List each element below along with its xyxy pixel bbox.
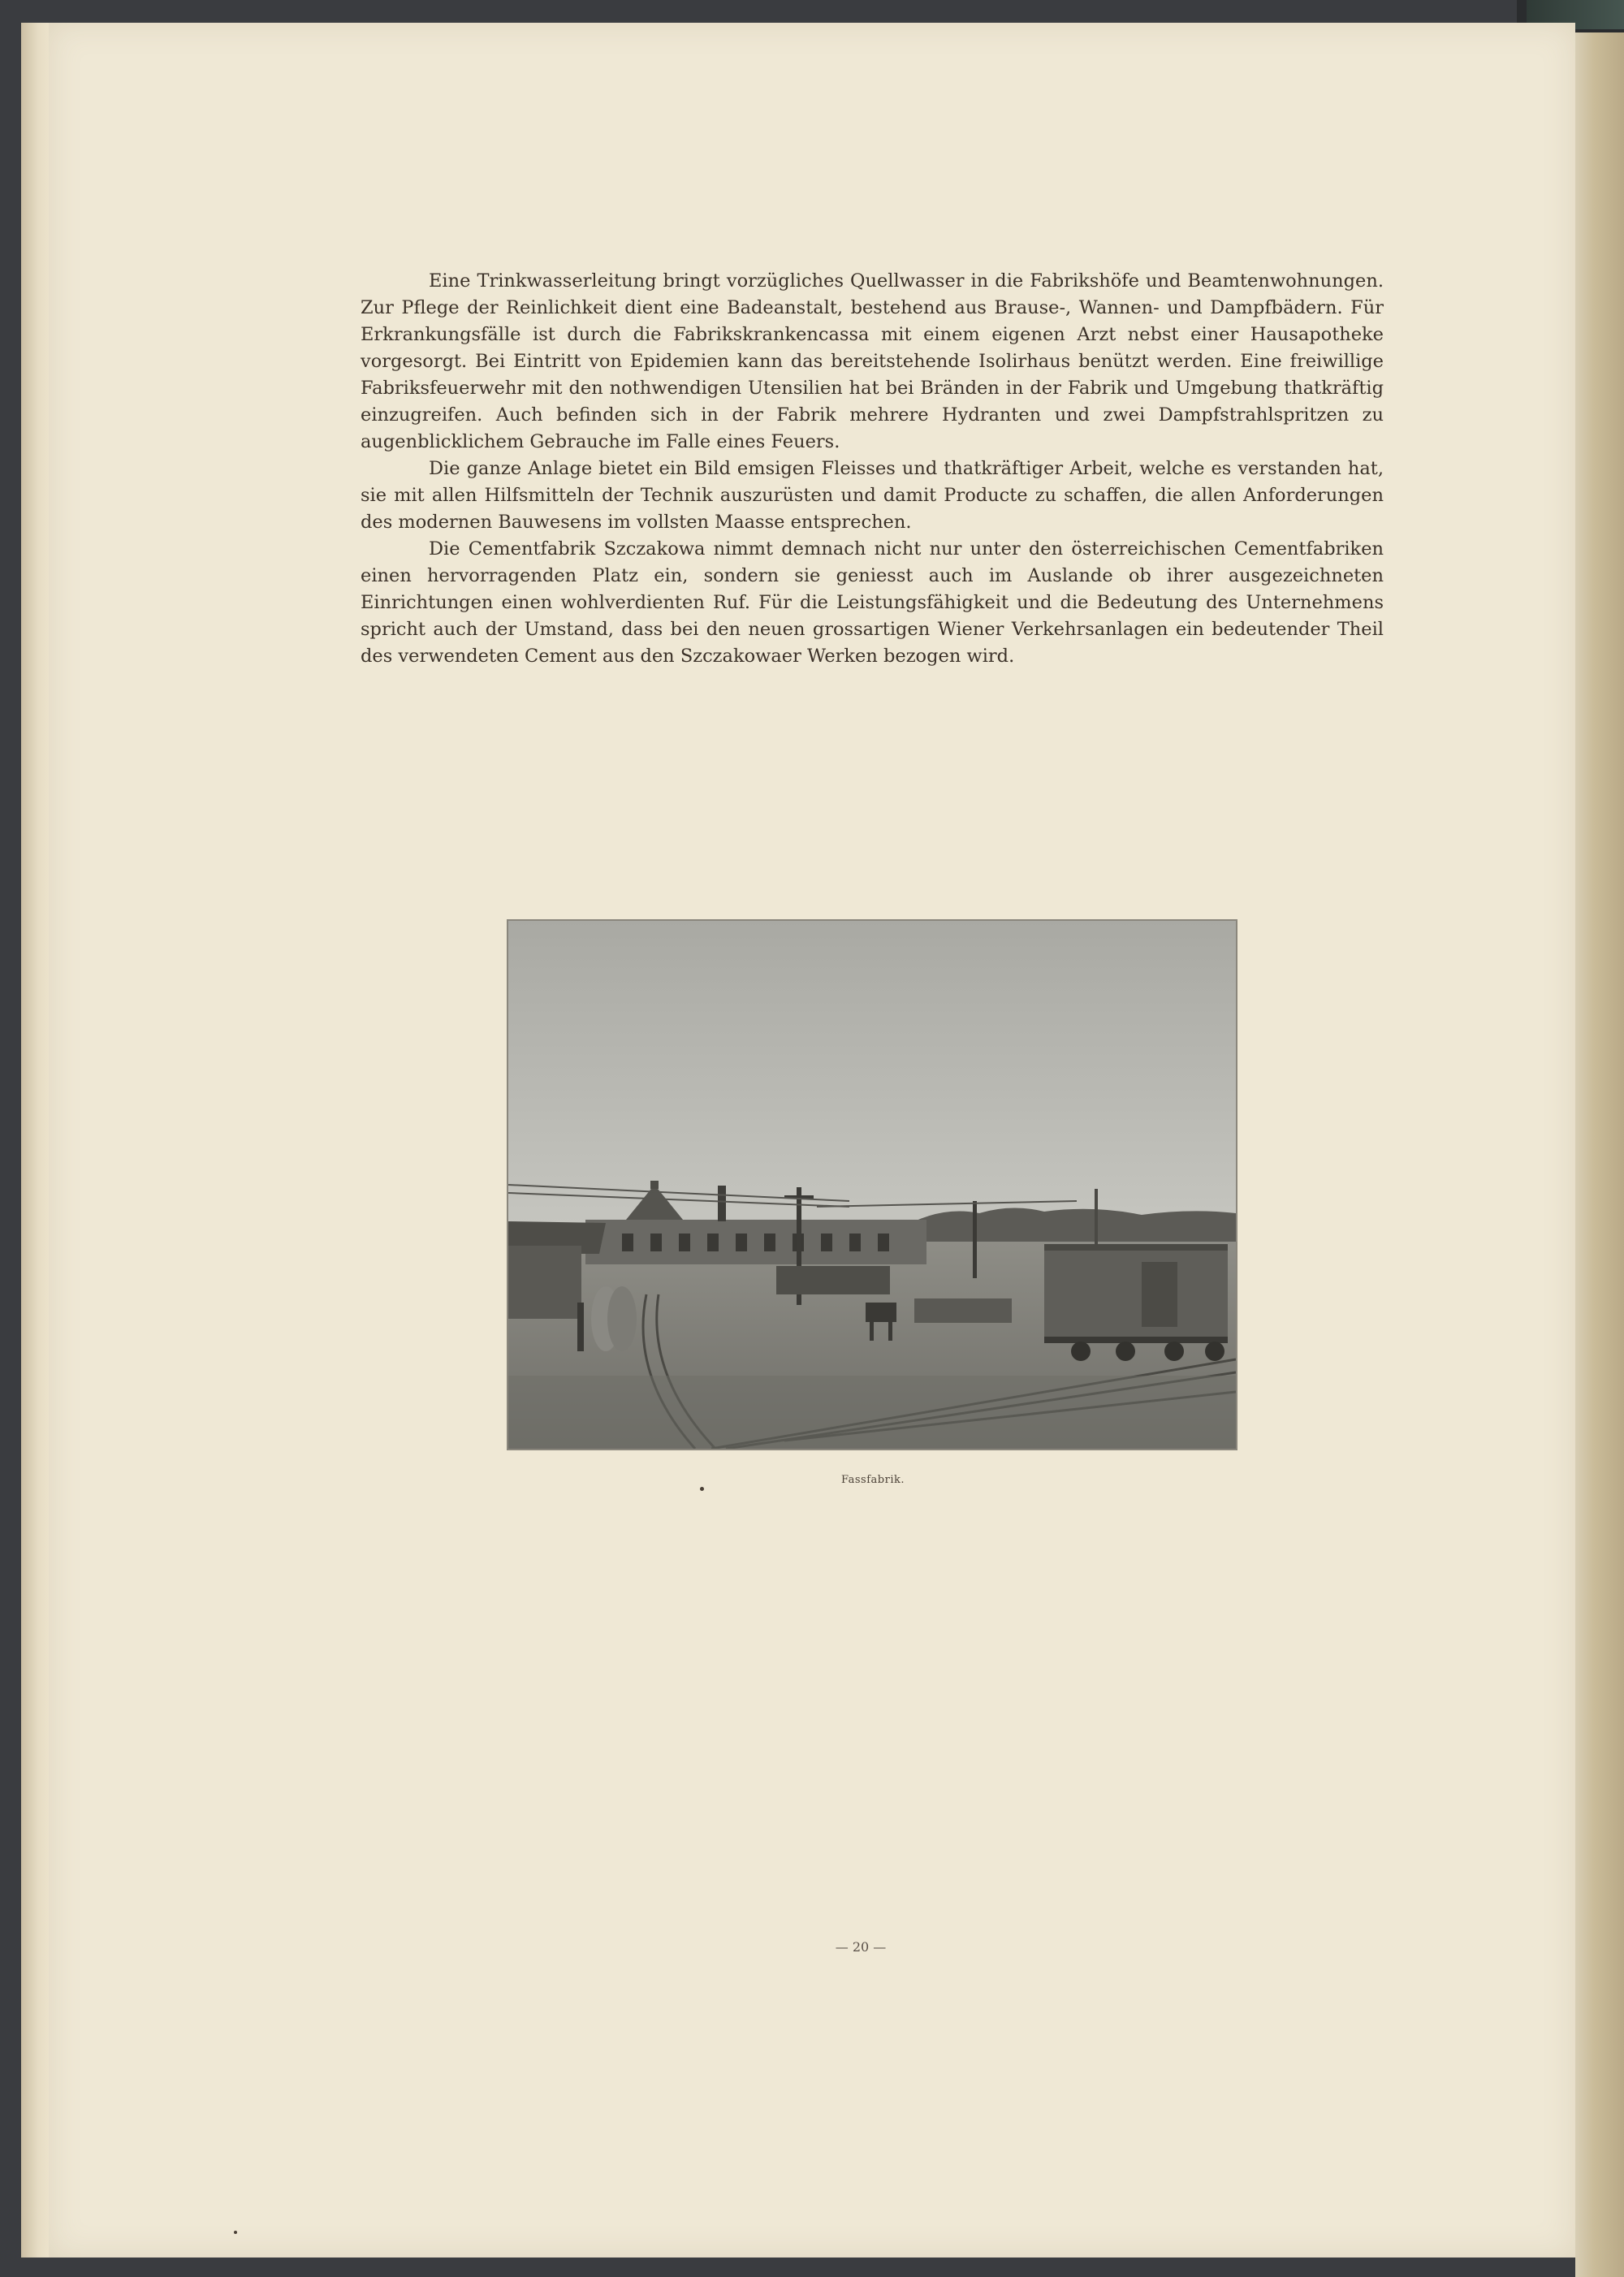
page-edge: [1575, 32, 1624, 2277]
paragraph-1: Eine Trinkwasserleitung bringt vorzügliches Quellwasser in die Fabrikshöfe und Beamtenwohnungen. Zur Pflege der Reinlichkeit dient eine Badeanstalt, bestehend aus Brause-, Wannen- und Dampfbädern. Für Erkrankungsfälle ist durch die Fabrikskrankencassa mit einem eigenen Arzt nebst einer Hausapotheke vorgesorgt. Bei Eintritt von Epidemien kann das bereitstehende Isolirhaus benützt werden. Eine freiwillige Fabriksfeuerwehr mit den nothwendigen Utensilien hat bei Bränden in der Fabrik und Umgebung thatkräftig einzugreifen. Auch befinden sich in der Fabrik mehrere Hydranten und zwei Dampfstrahlspritzen zu augenblicklichem Gebrauche im Falle eines Feuers.: [361, 270, 1384, 452]
body-text: [361, 268, 1384, 670]
figure-caption: Fassfabrik.: [841, 1474, 905, 1486]
photo-drawing: [508, 921, 1236, 1449]
ink-speck: [234, 2231, 237, 2234]
paragraph-2: Die ganze Anlage bietet ein Bild emsigen Fleisses und thatkräftiger Arbeit, welche es verstanden hat, sie mit allen Hilfsmitteln der Technik auszurüsten und damit Producte zu schaffen, die allen Anforderungen des modernen Bauwesens im vollsten Maasse entsprechen.: [361, 458, 1384, 533]
ink-speck: [700, 1487, 704, 1491]
factory-photograph: [507, 919, 1237, 1450]
paragraph-3: Die Cementfabrik Szczakowa nimmt demnach nicht nur unter den österreichischen Cementfabriken einen hervorragenden Platz ein, sondern sie geniesst auch im Auslande ob ihrer ausgezeichneten Einrichtungen einen wohlverdienten Ruf. Für die Leistungsfähigkeit und die Bedeutung des Unternehmens spricht auch der Umstand, dass bei den neuen grossartigen Wiener Verkehrsanlagen ein bedeutender Theil des verwendeten Cement aus den Szczakowaer Werken bezogen wird.: [361, 538, 1384, 667]
page-number: — 20 —: [835, 1939, 887, 1955]
